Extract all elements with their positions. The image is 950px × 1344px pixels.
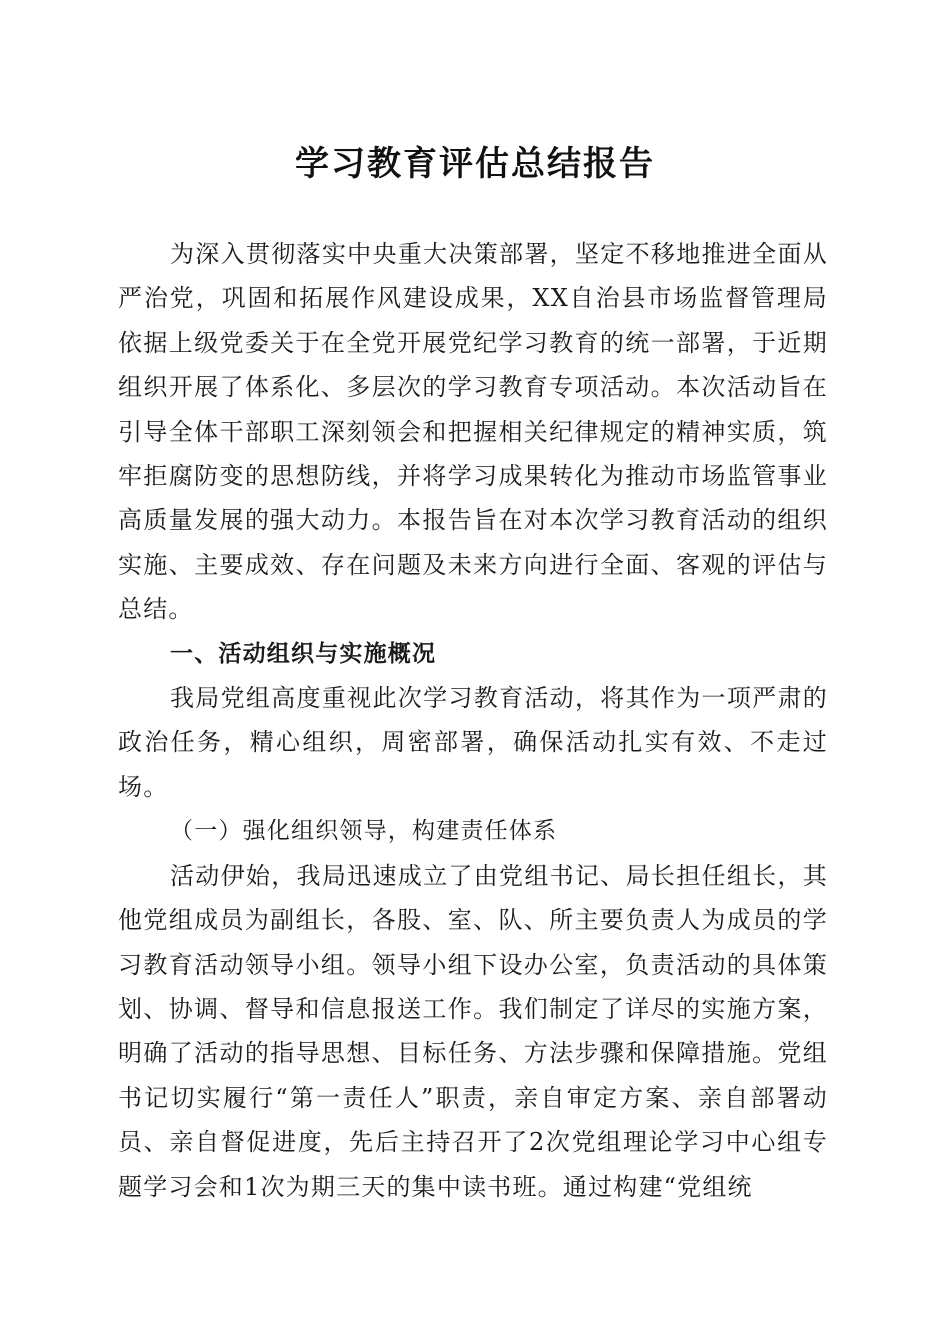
section-paragraph: 我局党组高度重视此次学习教育活动，将其作为一项严肃的政治任务，精心组织，周密部署，确保活动扎实有效、不走过场。 [118, 684, 828, 801]
document-title: 学习教育评估总结报告 [295, 144, 655, 184]
section-heading: 一、活动组织与实施概况 [170, 640, 437, 667]
subsection-heading: （一）强化组织领导，构建责任体系 [170, 818, 558, 845]
subsection-paragraph: 活动伊始，我局迅速成立了由党组书记、局长担任组长，其他党组成员为副组长，各股、室、队、所主要负责人为成员的学习教育活动领导小组。领导小组下设办公室，负责活动的具体策划、协调、督导和信息报送工作。我们制定了详尽的实施方案，明确了活动的指导思想、目标任务、方法步骤和保障措施。党组书记切实履行“第一责任人”职责，亲自审定方案、亲自部署动员、亲自督促进度，先后主持召开了2次党组理论学习中心组专题学习会和1次为期三天的集中读书班。通过构建“党组统 [118, 861, 828, 1201]
intro-paragraph: 为深入贯彻落实中央重大决策部署，坚定不移地推进全面从严治党，巩固和拓展作风建设成果，XX自治县市场监督管理局依据上级党委关于在全党开展党纪学习教育的统一部署，于近期组织开展了体系化、多层次的学习教育专项活动。本次活动旨在引导全体干部职工深刻领会和把握相关纪律规定的精神实质，筑牢拒腐防变的思想防线，并将学习成果转化为推动市场监管事业高质量发展的强大动力。本报告旨在对本次学习教育活动的组织实施、主要成效、存在问题及未来方向进行全面、客观的评估与总结。 [118, 240, 828, 624]
document-body [118, 232, 828, 1209]
